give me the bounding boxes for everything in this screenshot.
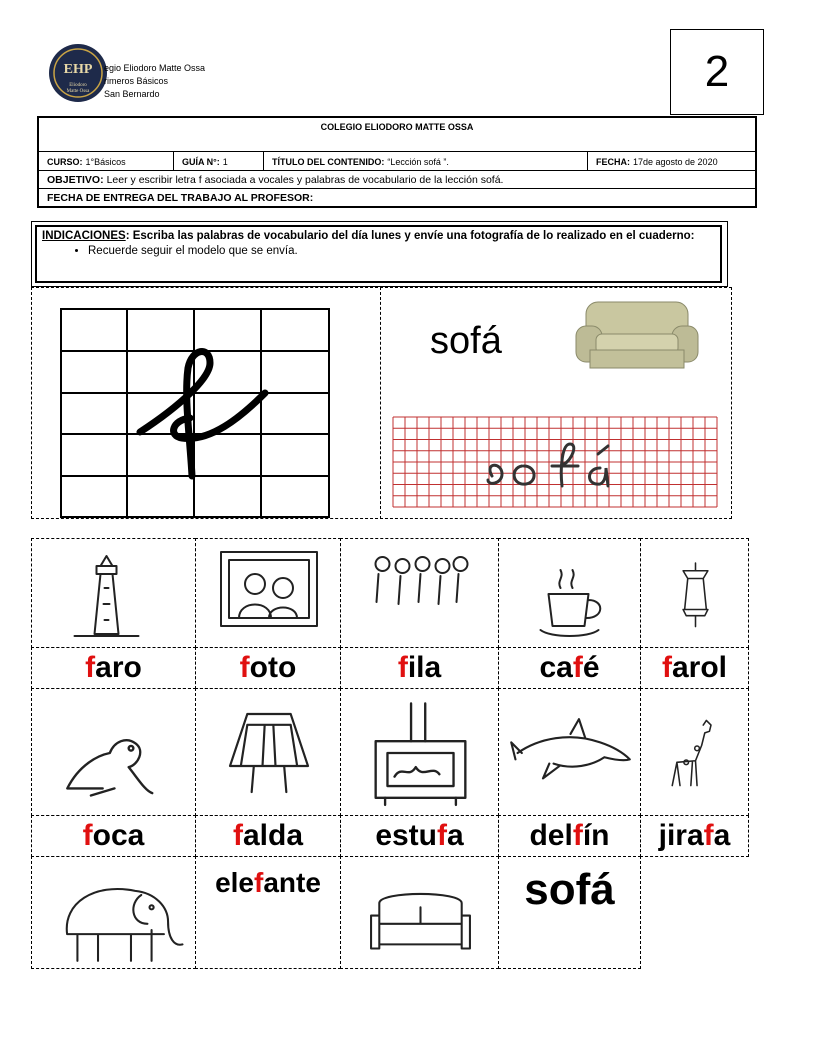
vocab-word-5: f oca [31,815,196,857]
curso-cell: CURSO: 1°Básicos [47,156,126,167]
coffee-cup-icon [507,544,634,644]
vocab-word-2: f ila [340,647,499,689]
cursive-f-letter [140,352,265,476]
vocab-picture-2 [340,538,499,648]
vocab-picture-5 [31,688,196,816]
street-lantern-icon [649,544,742,644]
skirt-icon [204,694,334,812]
stove-icon [349,694,492,812]
indicaciones-box [35,225,722,283]
school-logo-icon [48,43,108,103]
vocab-word-8: del f ín [498,815,641,857]
children-line-icon [349,544,492,644]
vocab-picture-7 [340,688,499,816]
sofa-photo-icon [572,296,702,374]
vocab-picture-11 [340,856,499,969]
svg-text:Eliodoro: Eliodoro [69,83,87,88]
vocab-picture-6 [195,688,341,816]
school-name: egio Eliodoro Matte Ossa [104,63,206,73]
vocab-word-10: ele f ante [195,856,341,969]
header-title: COLEGIO ELIODORO MATTE OSSA [320,122,474,132]
dolphin-icon [507,694,634,812]
vocab-word-6: f alda [195,815,341,857]
school-level: rimeros Básicos [104,76,169,86]
photo-frame-icon [204,544,334,644]
vocab-word-4: f arol [640,647,749,689]
vocab-picture-4 [640,538,749,648]
entrega-row: FECHA DE ENTREGA DEL TRABAJO AL PROFESOR: [39,188,755,207]
giraffe-icon [649,694,742,812]
guia-cell: GUÍA N°: 1 [173,152,263,171]
header-table [37,116,757,208]
model-divider [380,287,381,519]
model-red-grid [392,416,720,508]
lighthouse-icon [40,544,189,644]
indicaciones-bullet: • Recuerde seguir el modelo que se envía. [88,244,715,258]
titulo-cell: TÍTULO DEL CONTENIDO: “Lección sofá ”. [263,152,587,171]
vocab-word-0: f aro [31,647,196,689]
fecha-cell: FECHA: 17de agosto de 2020 [587,152,757,171]
vocab-word-9: jira f a [640,815,749,857]
vocab-picture-1 [195,538,341,648]
svg-text:Matte Ossa: Matte Ossa [66,89,90,94]
elephant-icon [40,862,189,965]
vocab-picture-9 [640,688,749,816]
vocab-word-7: estu f a [340,815,499,857]
indicaciones-text: : Escriba las palabras de vocabulario del día lunes y envíe una fotografía de lo realizado en el cuaderno: [125,230,695,242]
vocab-word-11: so f á [498,856,641,969]
school-info [104,62,205,101]
vocab-picture-8 [498,688,641,816]
cursive-f-grid [60,308,330,518]
school-city: San Bernardo [104,89,160,99]
vocab-picture-0 [31,538,196,648]
sofa-icon [349,862,492,965]
vocab-word-3: ca f é [498,647,641,689]
objetivo-row: OBJETIVO: Leer y escribir letra f asociada a vocales y palabras de vocabulario de la lección sofá. [39,170,755,189]
vocab-word-1: f oto [195,647,341,689]
indicaciones-label: INDICACIONES [42,230,126,242]
vocab-picture-3 [498,538,641,648]
vocab-picture-10 [31,856,196,969]
svg-text:EHP: EHP [63,62,93,77]
model-word-print: sofá [430,320,502,362]
page-number: 2 [670,29,764,115]
header-row-1 [39,151,755,171]
seal-icon [40,694,189,812]
